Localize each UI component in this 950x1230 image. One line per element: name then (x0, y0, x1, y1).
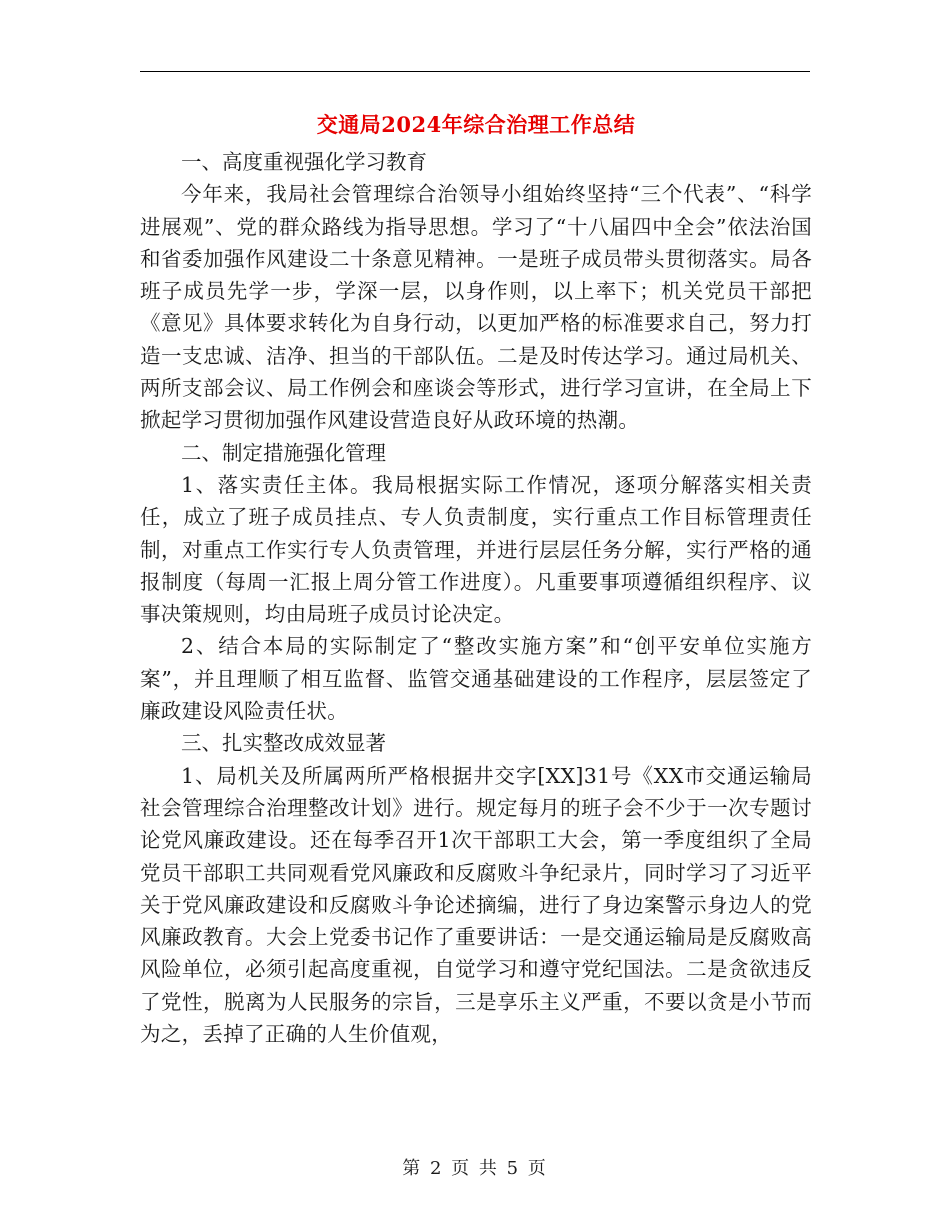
section-heading: 二、制定措施强化管理 (181, 440, 386, 465)
section-3 (140, 727, 812, 1050)
document-title: 交通局2024年综合治理工作总结 (316, 112, 636, 137)
section-heading: 三、扎实整改成效显著 (181, 731, 386, 756)
section-1 (140, 146, 812, 437)
page-number-footer: 第 2 页 共 5 页 (402, 1158, 548, 1179)
section-2 (140, 437, 812, 728)
document-page (140, 104, 812, 1050)
header-rule (140, 71, 810, 72)
body-paragraph: 今年来，我局社会管理综合治领导小组始终坚持“三个代表”、“科学进展观”、党的群众路线为指导思想。学习了“十八届四中全会”依法治国和省委加强作风建设二十条意见精神。一是班子成员带头贯彻落实。局各班子成员先学一步，学深一层，以身作则，以上率下；机关党员干部把《意见》具体要求转化为自身行动，以更加严格的标准要求自己，努力打造一支忠诚、洁净、担当的干部队伍。二是及时传达学习。通过局机关、两所支部会议、局工作例会和座谈会等形式，进行学习宣讲，在全局上下掀起学习贯彻加强作风建设营造良好从政环境的热潮。 (140, 182, 812, 433)
body-paragraph: 2、结合本局的实际制定了“整改实施方案”和“创平安单位实施方案”，并且理顺了相互监督、监管交通基础建设的工作程序，层层签定了廉政建设风险责任状。 (140, 634, 812, 724)
section-heading: 一、高度重视强化学习教育 (181, 150, 427, 174)
body-paragraph: 1、落实责任主体。我局根据实际工作情况，逐项分解落实相关责任，成立了班子成员挂点、专人负责制度，实行重点工作目标管理责任制，对重点工作实行专人负责管理，并进行层层任务分解，实行严格的通报制度（每周一汇报上周分管工作进度）。凡重要事项遵循组织程序、议事决策规则，均由局班子成员讨论决定。 (140, 472, 812, 627)
body-paragraph: 1、局机关及所属两所严格根据井交字[XX]31号《XX市交通运输局社会管理综合治理整改计划》进行。规定每月的班子会不少于一次专题讨论党风廉政建设。还在每季召开1次干部职工大会，第一季度组织了全局党员干部职工共同观看党风廉政和反腐败斗争纪录片，同时学习了习近平关于党风廉政建设和反腐败斗争论述摘编，进行了身边案警示身边人的党风廉政教育。大会上党委书记作了重要讲话：一是交通运输局是反腐败高风险单位，必须引起高度重视，自觉学习和遵守党纪国法。二是贪欲违反了党性，脱离为人民服务的宗旨，三是享乐主义严重，不要以贪是小节而为之，丢掉了正确的人生价值观， (140, 763, 812, 1047)
